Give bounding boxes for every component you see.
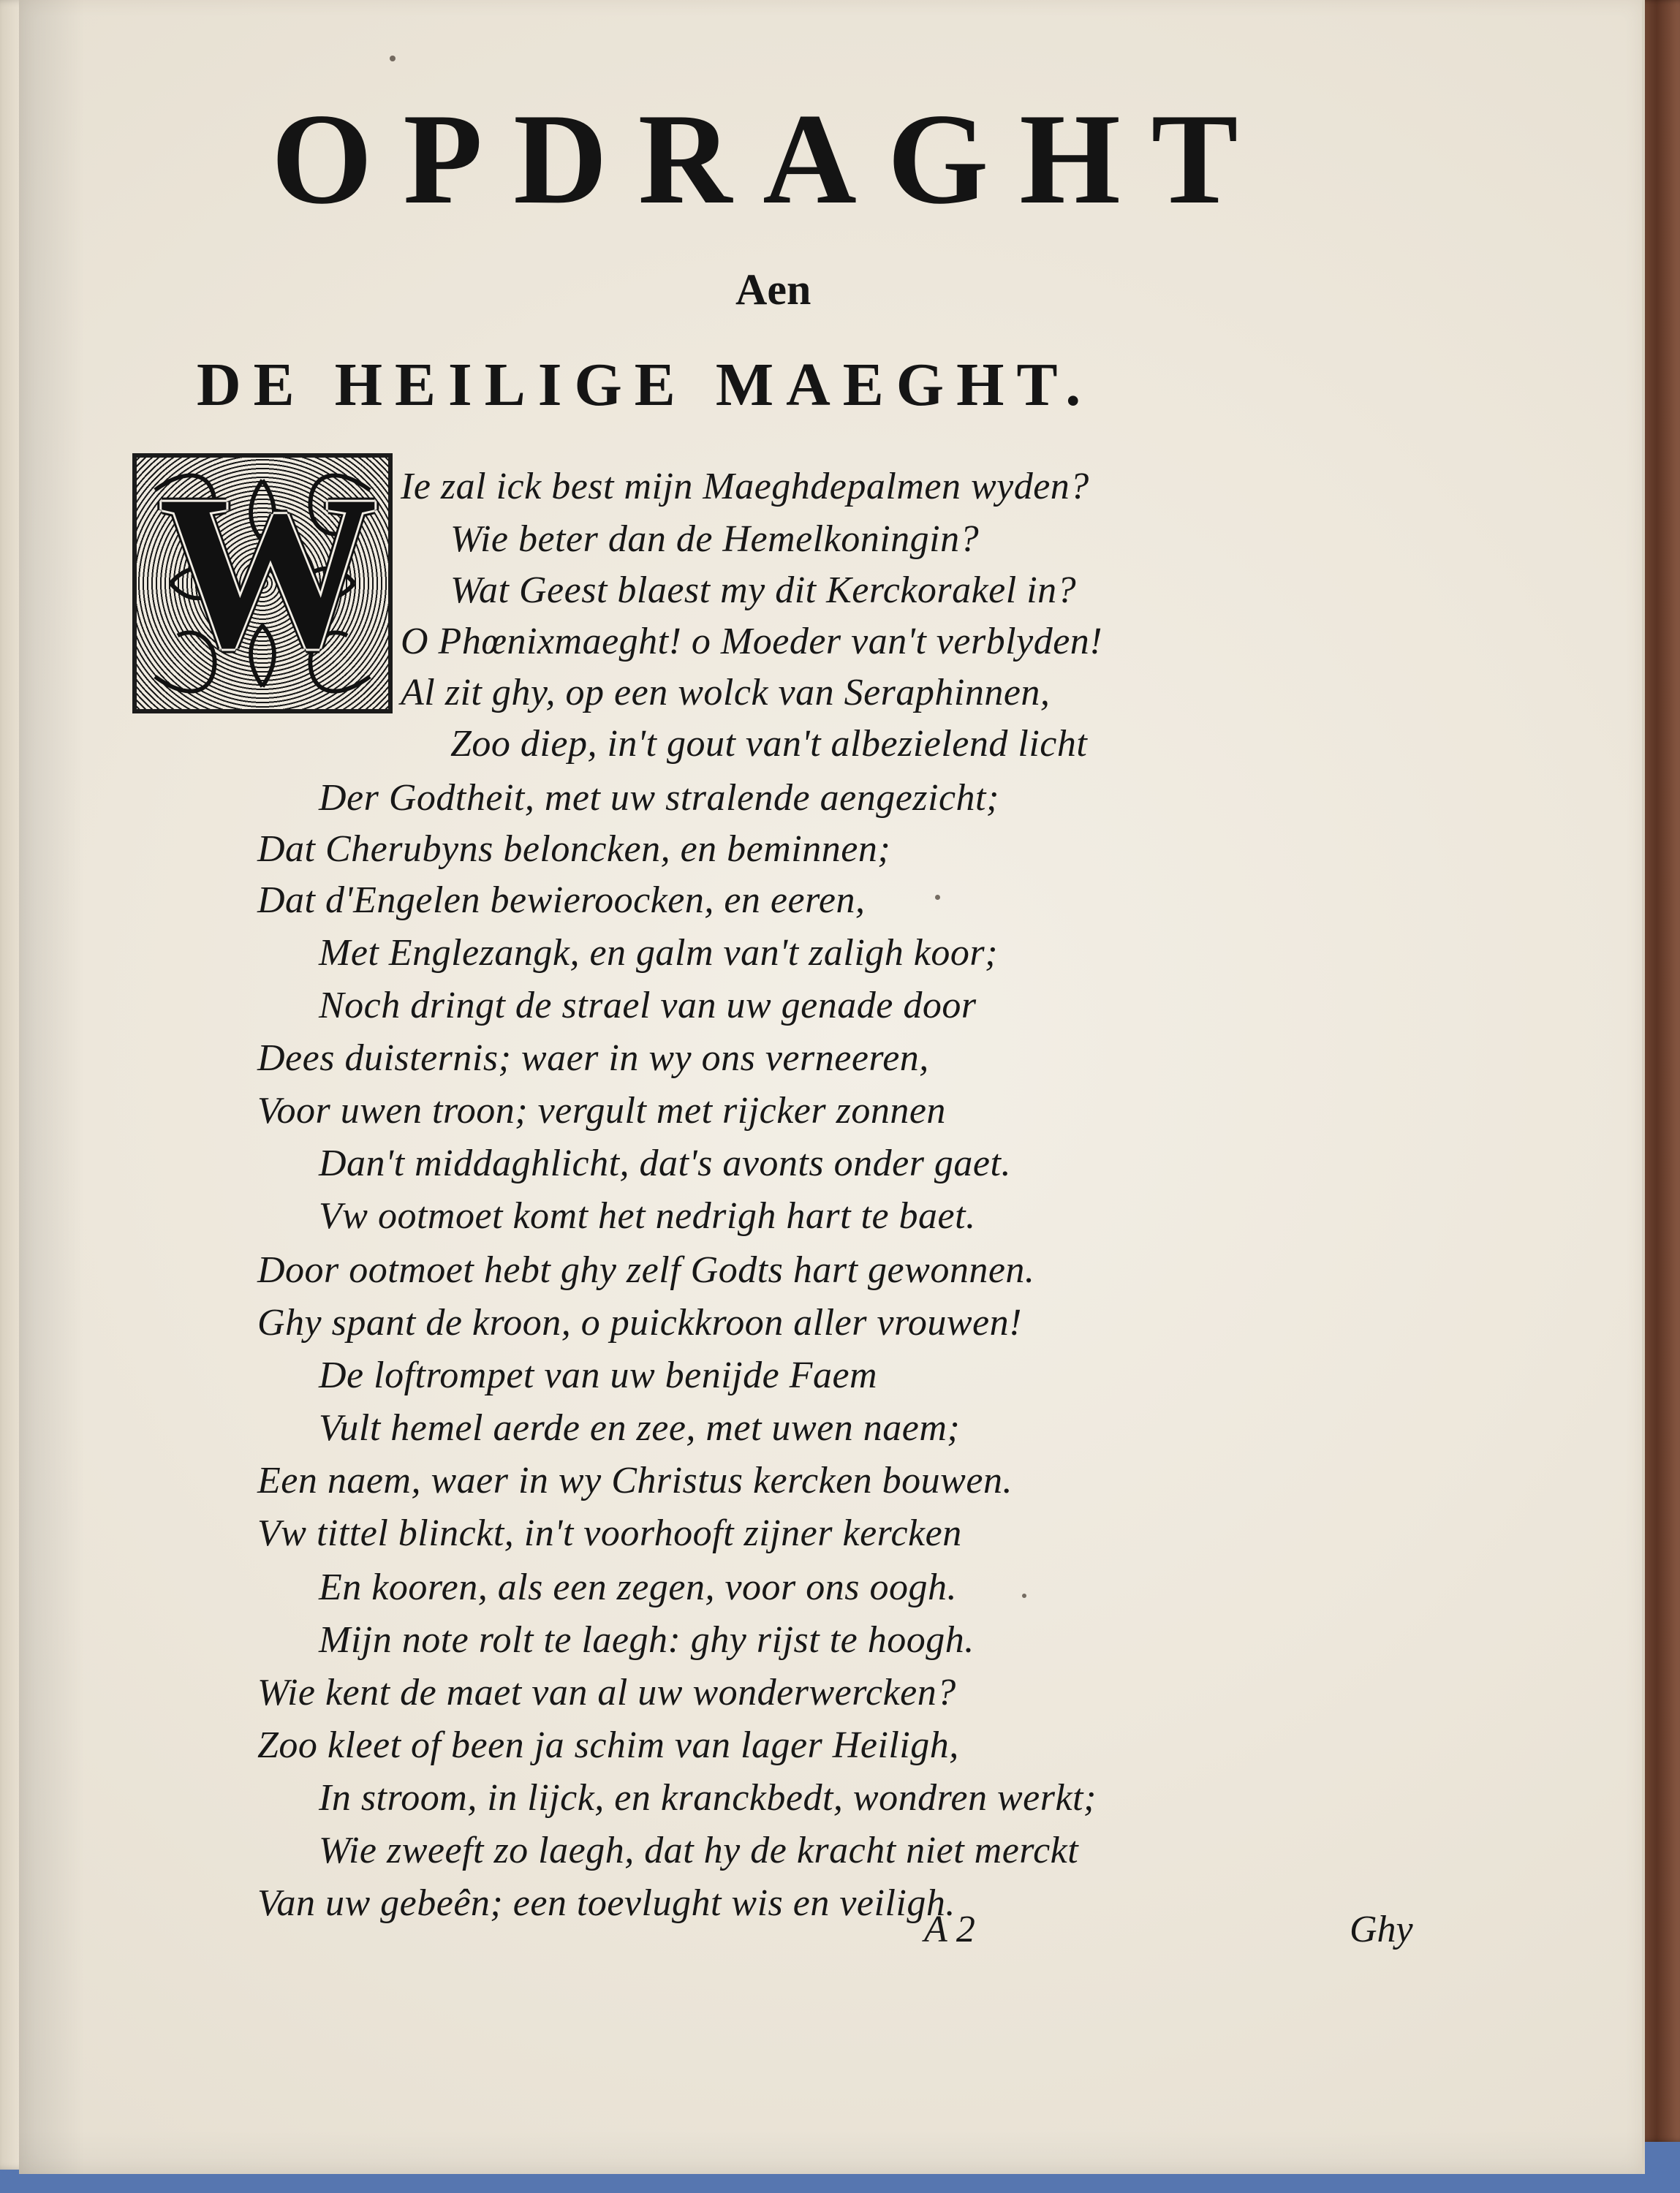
poem-line: Noch dringt de strael van uw genade door xyxy=(319,985,977,1026)
poem-line: Voor uwen troon; vergult met rijcker zonnen xyxy=(257,1090,946,1132)
poem-line: Met Englezangk, en galm van't zaligh koor; xyxy=(319,932,998,974)
poem-line: Wie beter dan de Hemelkoningin? xyxy=(450,518,980,560)
poem-line: Vw tittel blinckt, in't voorhooft zijner kercken xyxy=(257,1512,962,1554)
poem-line: Al zit ghy, op een wolck van Seraphinnen, xyxy=(401,672,1051,713)
poem-line: Door ootmoet hebt ghy zelf Godts hart gewonnen. xyxy=(257,1249,1035,1291)
signature-mark: A 2 xyxy=(924,1909,975,1950)
book-page xyxy=(19,0,1645,2174)
poem-line: Dat Cherubyns beloncken, en beminnen; xyxy=(257,828,891,870)
poem-line: In stroom, in lijck, en kranckbedt, wondren werkt; xyxy=(319,1777,1097,1819)
poem-line: Wie zweeft zo laegh, dat hy de kracht niet merckt xyxy=(319,1830,1079,1871)
poem-line: Dees duisternis; waer in wy ons verneeren, xyxy=(257,1037,929,1079)
poem-line: Vw ootmoet komt het nedrigh hart te baet. xyxy=(319,1195,976,1237)
drop-cap-ornament xyxy=(132,453,393,713)
ink-speck xyxy=(390,56,396,61)
poem-line: De loftrompet van uw benijde Faem xyxy=(319,1355,878,1396)
poem-line: Wie kent de maet van al uw wonderwercken? xyxy=(257,1672,956,1713)
poem-line: Mijn note rolt te laegh: ghy rijst te hoogh. xyxy=(319,1619,975,1661)
poem-line: Ie zal ick best mijn Maeghdepalmen wyden? xyxy=(401,466,1089,507)
poem-line: Dat d'Engelen bewieroocken, en eeren, xyxy=(257,879,866,921)
poem-line: O Phœnixmaeght! o Moeder van't verblyden! xyxy=(401,621,1103,662)
poem-line: Zoo diep, in't gout van't albezielend licht xyxy=(450,723,1088,765)
poem-line: Een naem, waer in wy Christus kercken bouwen. xyxy=(257,1460,1013,1501)
poem-line: En kooren, als een zegen, voor ons oogh. xyxy=(319,1567,958,1608)
poem-line: Wat Geest blaest my dit Kerckorakel in? xyxy=(450,569,1077,611)
poem-line: Van uw gebeên; een toevlught wis en veiligh. xyxy=(257,1882,956,1924)
poem-line: Der Godtheit, met uw stralende aengezicht; xyxy=(319,777,999,819)
page-subtitle: Aen xyxy=(735,265,811,314)
drop-cap-letter: W xyxy=(159,453,378,693)
poem-line: Dan't middaghlicht, dat's avonts onder gaet. xyxy=(319,1143,1011,1184)
catchword: Ghy xyxy=(1350,1909,1413,1950)
poem-line: Zoo kleet of been ja schim van lager Heiligh, xyxy=(257,1724,959,1766)
dedication-heading: DE HEILIGE MAEGHT. xyxy=(197,351,1094,419)
page-title: OPDRAGHT xyxy=(271,86,1269,231)
ink-speck xyxy=(935,895,940,900)
poem-line: Ghy spant de kroon, o puickkroon aller vrouwen! xyxy=(257,1302,1022,1344)
poem-line: Vult hemel aerde en zee, met uwen naem; xyxy=(319,1407,961,1449)
ink-speck xyxy=(1022,1594,1026,1598)
